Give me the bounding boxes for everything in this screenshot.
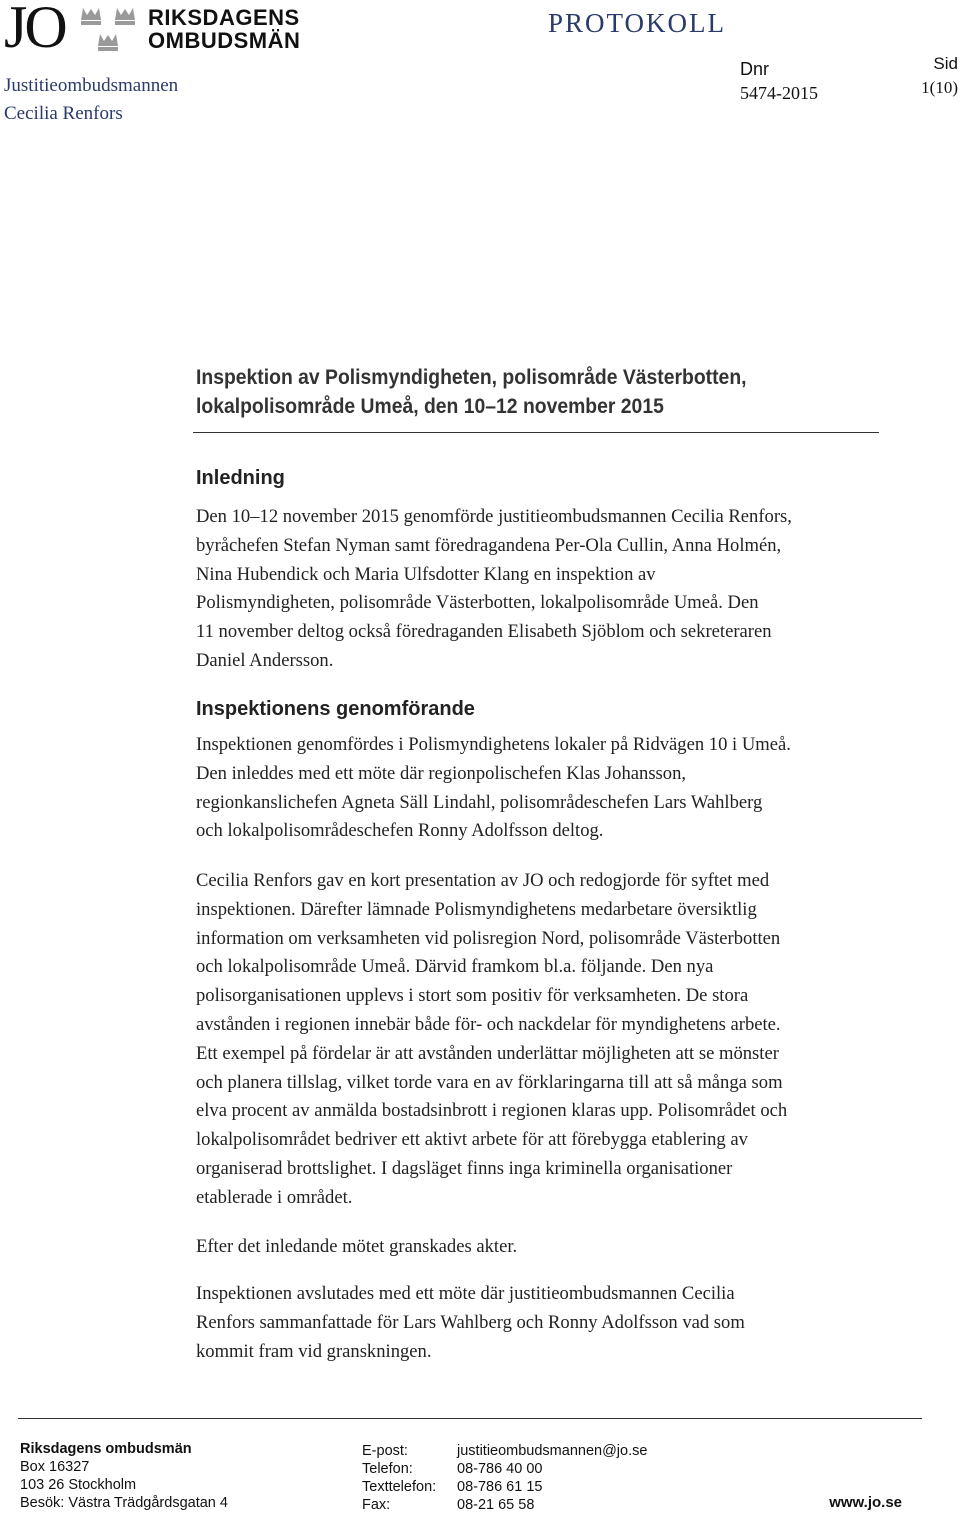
heading-inledning: Inledning [196, 467, 285, 489]
text-line: Inspektionen avslutades med ett möte där justitieombudsmannen Cecilia [196, 1283, 735, 1304]
text-line: byråchefen Stefan Nyman samt föredragandena Per-Ola Cullin, Anna Holmén, [196, 534, 782, 556]
contact-label: E-post: [362, 1443, 408, 1459]
dnr-number: 5474-2015 [740, 83, 818, 103]
footer-org: Riksdagens ombudsmän [20, 1441, 192, 1457]
dnr-label: Dnr [740, 59, 770, 79]
text-line: och planera tillslag, vilket torde vara en av förklaringarna till att så många som [196, 1071, 783, 1093]
heading-genomforande: Inspektionens genomförande [196, 698, 475, 720]
text-line: Nina Hubendick och Maria Ulfsdotter Klang en inspektion av [196, 563, 656, 585]
document-type: PROTOKOLL [548, 8, 727, 38]
text-line: och lokalpolisområde Umeå. Därvid framkom bl.a. följande. Den nya [196, 956, 714, 978]
text-line: polisorganisationen upplevs i stort som positiv för verksamheten. De stora [196, 985, 749, 1007]
text-line: organiserad brottslighet. I dagsläget finns inga kriminella organisationer [196, 1157, 733, 1179]
paragraph-conduct-4 [196, 1280, 876, 1366]
text-line: etablerade i området. [196, 1186, 353, 1208]
contact-label: Fax: [362, 1497, 391, 1513]
text-line: Ett exempel på fördelar är att avstånden underlättar möjligheten att se mönster [196, 1042, 779, 1064]
text-line: lokalpolisområdet bedriver ett aktivt arbete för att förebygga etablering av [196, 1129, 748, 1151]
text-line: Den inleddes med ett möte där regionpolischefen Klas Johansson, [196, 762, 687, 784]
text-line: 11 november deltog också föredraganden Elisabeth Sjöblom och sekreteraren [196, 621, 772, 643]
dnr-block [740, 57, 818, 105]
sender-block [4, 72, 178, 128]
contact-phone: 08-786 40 00 [457, 1461, 543, 1477]
contact-email[interactable]: justitieombudsmannen@jo.se [457, 1443, 648, 1459]
footer-website-link[interactable]: www.jo.se [829, 1494, 902, 1511]
sid-value: 1(10) [921, 78, 958, 97]
text-line: Cecilia Renfors gav en kort presentation av JO och redogjorde för syftet med [196, 870, 770, 891]
footer-visit: Besök: Västra Trädgårdsgatan 4 [20, 1495, 228, 1511]
page-number-block [921, 52, 958, 100]
text-line: Renfors sammanfattade för Lars Wahlberg och Ronny Adolfsson vad som [196, 1311, 745, 1333]
text-line: inspektionen. Därefter lämnade Polismyndighetens medarbetare översiktlig [196, 898, 757, 920]
footer-divider [18, 1418, 922, 1419]
contact-label: Texttelefon: [362, 1479, 437, 1495]
jo-logo [4, 2, 314, 64]
footer-box: Box 16327 [20, 1459, 90, 1475]
logo-line-1: RIKSDAGENS [148, 5, 300, 30]
text-line: avstånden i regionen innebär både för- och nackdelar för myndighetens arbete. [196, 1013, 781, 1035]
text-line: Polismyndigheten, polisområde Västerbotten, lokalpolisområde Umeå. Den [196, 592, 759, 614]
text-line: och lokalpolisområdeschefen Ronny Adolfsson deltog. [196, 820, 604, 842]
contact-textphone: 08-786 61 15 [457, 1479, 543, 1495]
paragraph-conduct-1 [196, 731, 876, 846]
sid-label: Sid [933, 54, 958, 73]
text-line: Den 10–12 november 2015 genomförde justitieombudsmannen Cecilia Renfors, [196, 506, 792, 527]
text-line: kommit fram vid granskningen. [196, 1340, 432, 1362]
official-name: Cecilia Renfors [4, 103, 123, 124]
text-line: elva procent av anmälda bostadsinbrott i regionen klaras upp. Polisområdet och [196, 1100, 788, 1122]
contact-row [362, 1460, 647, 1478]
title-divider [193, 432, 879, 433]
text-line: regionkanslichefen Agneta Säll Lindahl, polisområdeschefen Lars Wahlberg [196, 791, 763, 813]
logo-line-2: OMBUDSMÄN [148, 28, 301, 53]
text-line: Inspektionen genomfördes i Polismyndighetens lokaler på Ridvägen 10 i Umeå. [196, 734, 791, 755]
page-title [196, 363, 826, 421]
paragraph-conduct-2 [196, 867, 876, 1213]
contact-fax: 08-21 65 58 [457, 1497, 535, 1513]
logo-mark: JO [4, 0, 65, 60]
footer-city: 103 26 Stockholm [20, 1477, 137, 1493]
title-line-2: lokalpolisområde Umeå, den 10–12 november 2015 [196, 394, 664, 418]
footer-contacts [362, 1442, 647, 1514]
contact-row [362, 1442, 647, 1460]
paragraph-conduct-3 [196, 1233, 876, 1262]
title-line-1: Inspektion av Polismyndigheten, polisområde Västerbotten, [196, 365, 747, 389]
text-line: Daniel Andersson. [196, 649, 334, 671]
footer-address [20, 1440, 228, 1512]
contact-label: Telefon: [362, 1461, 413, 1477]
office-name: Justitieombudsmannen [4, 75, 179, 96]
three-crowns-icon [79, 6, 141, 58]
text-line: Efter det inledande mötet granskades akter. [196, 1236, 518, 1257]
logo-wordmark [148, 6, 300, 52]
text-line: information om verksamheten vid polisregion Nord, polisområde Västerbotten [196, 927, 781, 949]
paragraph-intro [196, 503, 876, 676]
contact-row [362, 1478, 647, 1496]
contact-row [362, 1496, 647, 1514]
